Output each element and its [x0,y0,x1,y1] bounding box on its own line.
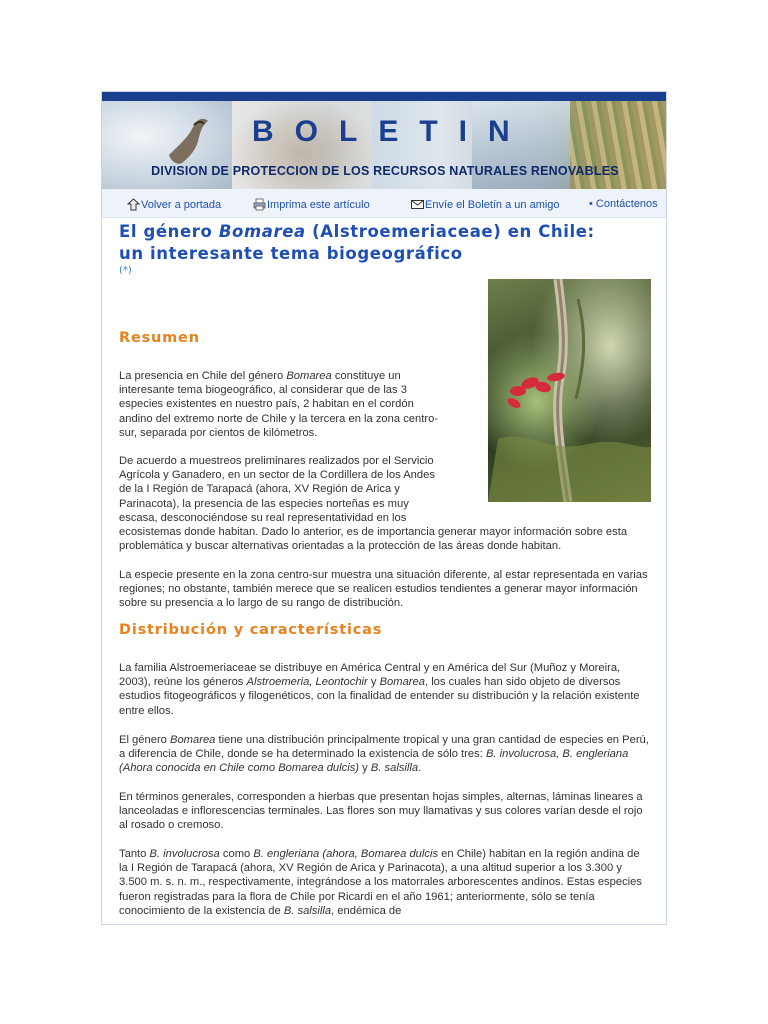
p5-italic-3: B. salsilla [370,762,419,775]
paragraph-muestreos-wide: ecosistemas donde habitan. Dado lo anterior, es de importancia generar mayor información sobre esta problemática y buscar alternativas orientadas a la protección de las áreas donde habitan. [119,526,628,553]
p4-text-c: , los cuales han sido objeto de diversos estudios fitogeográficos y filogenéticos, con la finalidad de entender su distribución y la relación existente entre ellos. [119,676,640,717]
article-title [119,221,651,265]
p7-text-a: Tanto [119,848,150,860]
nav-contact-link[interactable] [589,198,658,210]
p5-text-b: tiene una distribución principalmente tropical y una gran cantidad de especies en Perú, a diferencia de Chile, donde se ha determinado la existencia de sólo tres: [119,734,649,761]
nav-contact-label: • Contáctenos [589,198,658,210]
p7-text-b: como [219,848,254,860]
article-content [119,221,651,917]
nav-print-link[interactable] [253,198,370,211]
paragraph-familia [119,661,651,718]
p5-text-a: El género [119,734,170,746]
p4-italic-1: Alstroemeria, Leontochir [246,676,368,689]
bomarea-flower-image [488,279,651,502]
title-part2: (Alstroemeriaceae) en Chile: [305,222,595,241]
title-line2: un interesante tema biogeográfico [119,244,463,263]
banner-subtitle: DIVISION DE PROTECCION DE LOS RECURSOS NATURALES RENOVABLES [151,164,619,178]
p4-italic-2: Bomarea [379,676,425,689]
bomarea-photo [488,279,651,502]
nav-print-label: Imprima este artículo [267,198,370,211]
navigation-bar [102,189,666,218]
footnote-link[interactable]: (*) [119,265,132,276]
nav-home-link[interactable] [127,198,221,211]
p1-text-a: La presencia en Chile del género [119,370,287,382]
p4-text-b: y [367,676,380,689]
section-heading-resumen: Resumen [119,330,200,346]
printer-icon [253,198,266,211]
paragraph-terminos: En términos generales, corresponden a hierbas que presentan hojas simples, alternas, láminas lineares a lanceoladas e inflorescencias terminales. Las flores son muy llamativas y sus colores varían desde el rojo al rosado o cremoso. [119,791,643,832]
p5-text-c: y [359,762,371,775]
nav-home-label: Volver a portada [141,198,222,211]
home-arrow-icon [127,198,140,211]
nav-send-label: Envíe el Boletín a un amigo [425,198,560,211]
p5-text-d: . [418,762,422,775]
title-part1: El género [119,222,219,241]
condor-icon [164,115,214,171]
banner-title: BOLETIN [252,115,531,148]
section-heading-distribucion: Distribución y características [119,622,383,638]
envelope-icon [411,198,424,211]
paragraph-intro [119,369,444,440]
newsletter-frame [101,91,667,925]
p7-italic-3: B. salsilla [283,904,332,917]
paragraph-muestreos-narrow: De acuerdo a muestreos preliminares realizados por el Servicio Agrícola y Ganadero, en un sector de la Cordillera de los Andes de la I Región de Tarapacá (ahora, XV Región de Arica y Parinacota), la presencia de las especies norteñas es muy escasa, desconociéndose su real representatividad en los [119,455,435,524]
paragraph-zona-centro-sur: La especie presente en la zona centro-sur muestra una situación diferente, al estar representada en varias regiones; no obstante, también merece que se realicen estudios tendientes a generar mayor información sobre su presencia a lo largo de su rango de distribución. [119,569,648,610]
nav-send-link[interactable] [411,198,560,211]
p7-text-c: en Chile) habitan en la región andina de la I Región de Tarapacá (ahora, XV Región de Arica y Parinacota), a una altitud superior a los 3.300 y 3.500 m. s. n. m., respectivamente, integrándose a los matorrales arborescentes andinos. Estas especies fueron registradas para la flora de Chile por Ricardi en el año 1961; anteriormente, sólo se tenía conocimiento de la existencia de [119,848,642,917]
paragraph-tanto [119,847,651,918]
p7-italic-1: B. involucrosa [149,848,220,860]
p1-text-b: constituye un interesante tema biogeográfico, al considerar que de las 3 especies existentes en nuestro país, 2 habitan en el cordón andino del extremo norte de Chile y la tercera en la zona centro-sur, separada por cientos de kilómetros. [119,370,439,439]
p1-italic: Bomarea [286,370,332,382]
p5-italic-2: B. involucrosa, B. engleriana (Ahora conocida en Chile como Bomarea dulcis) [119,748,629,775]
header-banner [102,101,666,189]
p4-text-a: La familia Alstroemeriaceae se distribuye en América Central y en América del Sur (Muñoz y Moreira, 2003), reúne los géneros [119,662,621,689]
title-genus: Bomarea [218,222,306,241]
p7-text-d: , endémica de [331,904,402,917]
paragraph-genero [119,733,651,776]
p5-italic-1: Bomarea [170,734,216,746]
p7-italic-2: B. engleriana (ahora, Bomarea dulcis [253,848,439,860]
top-bar [102,92,666,101]
